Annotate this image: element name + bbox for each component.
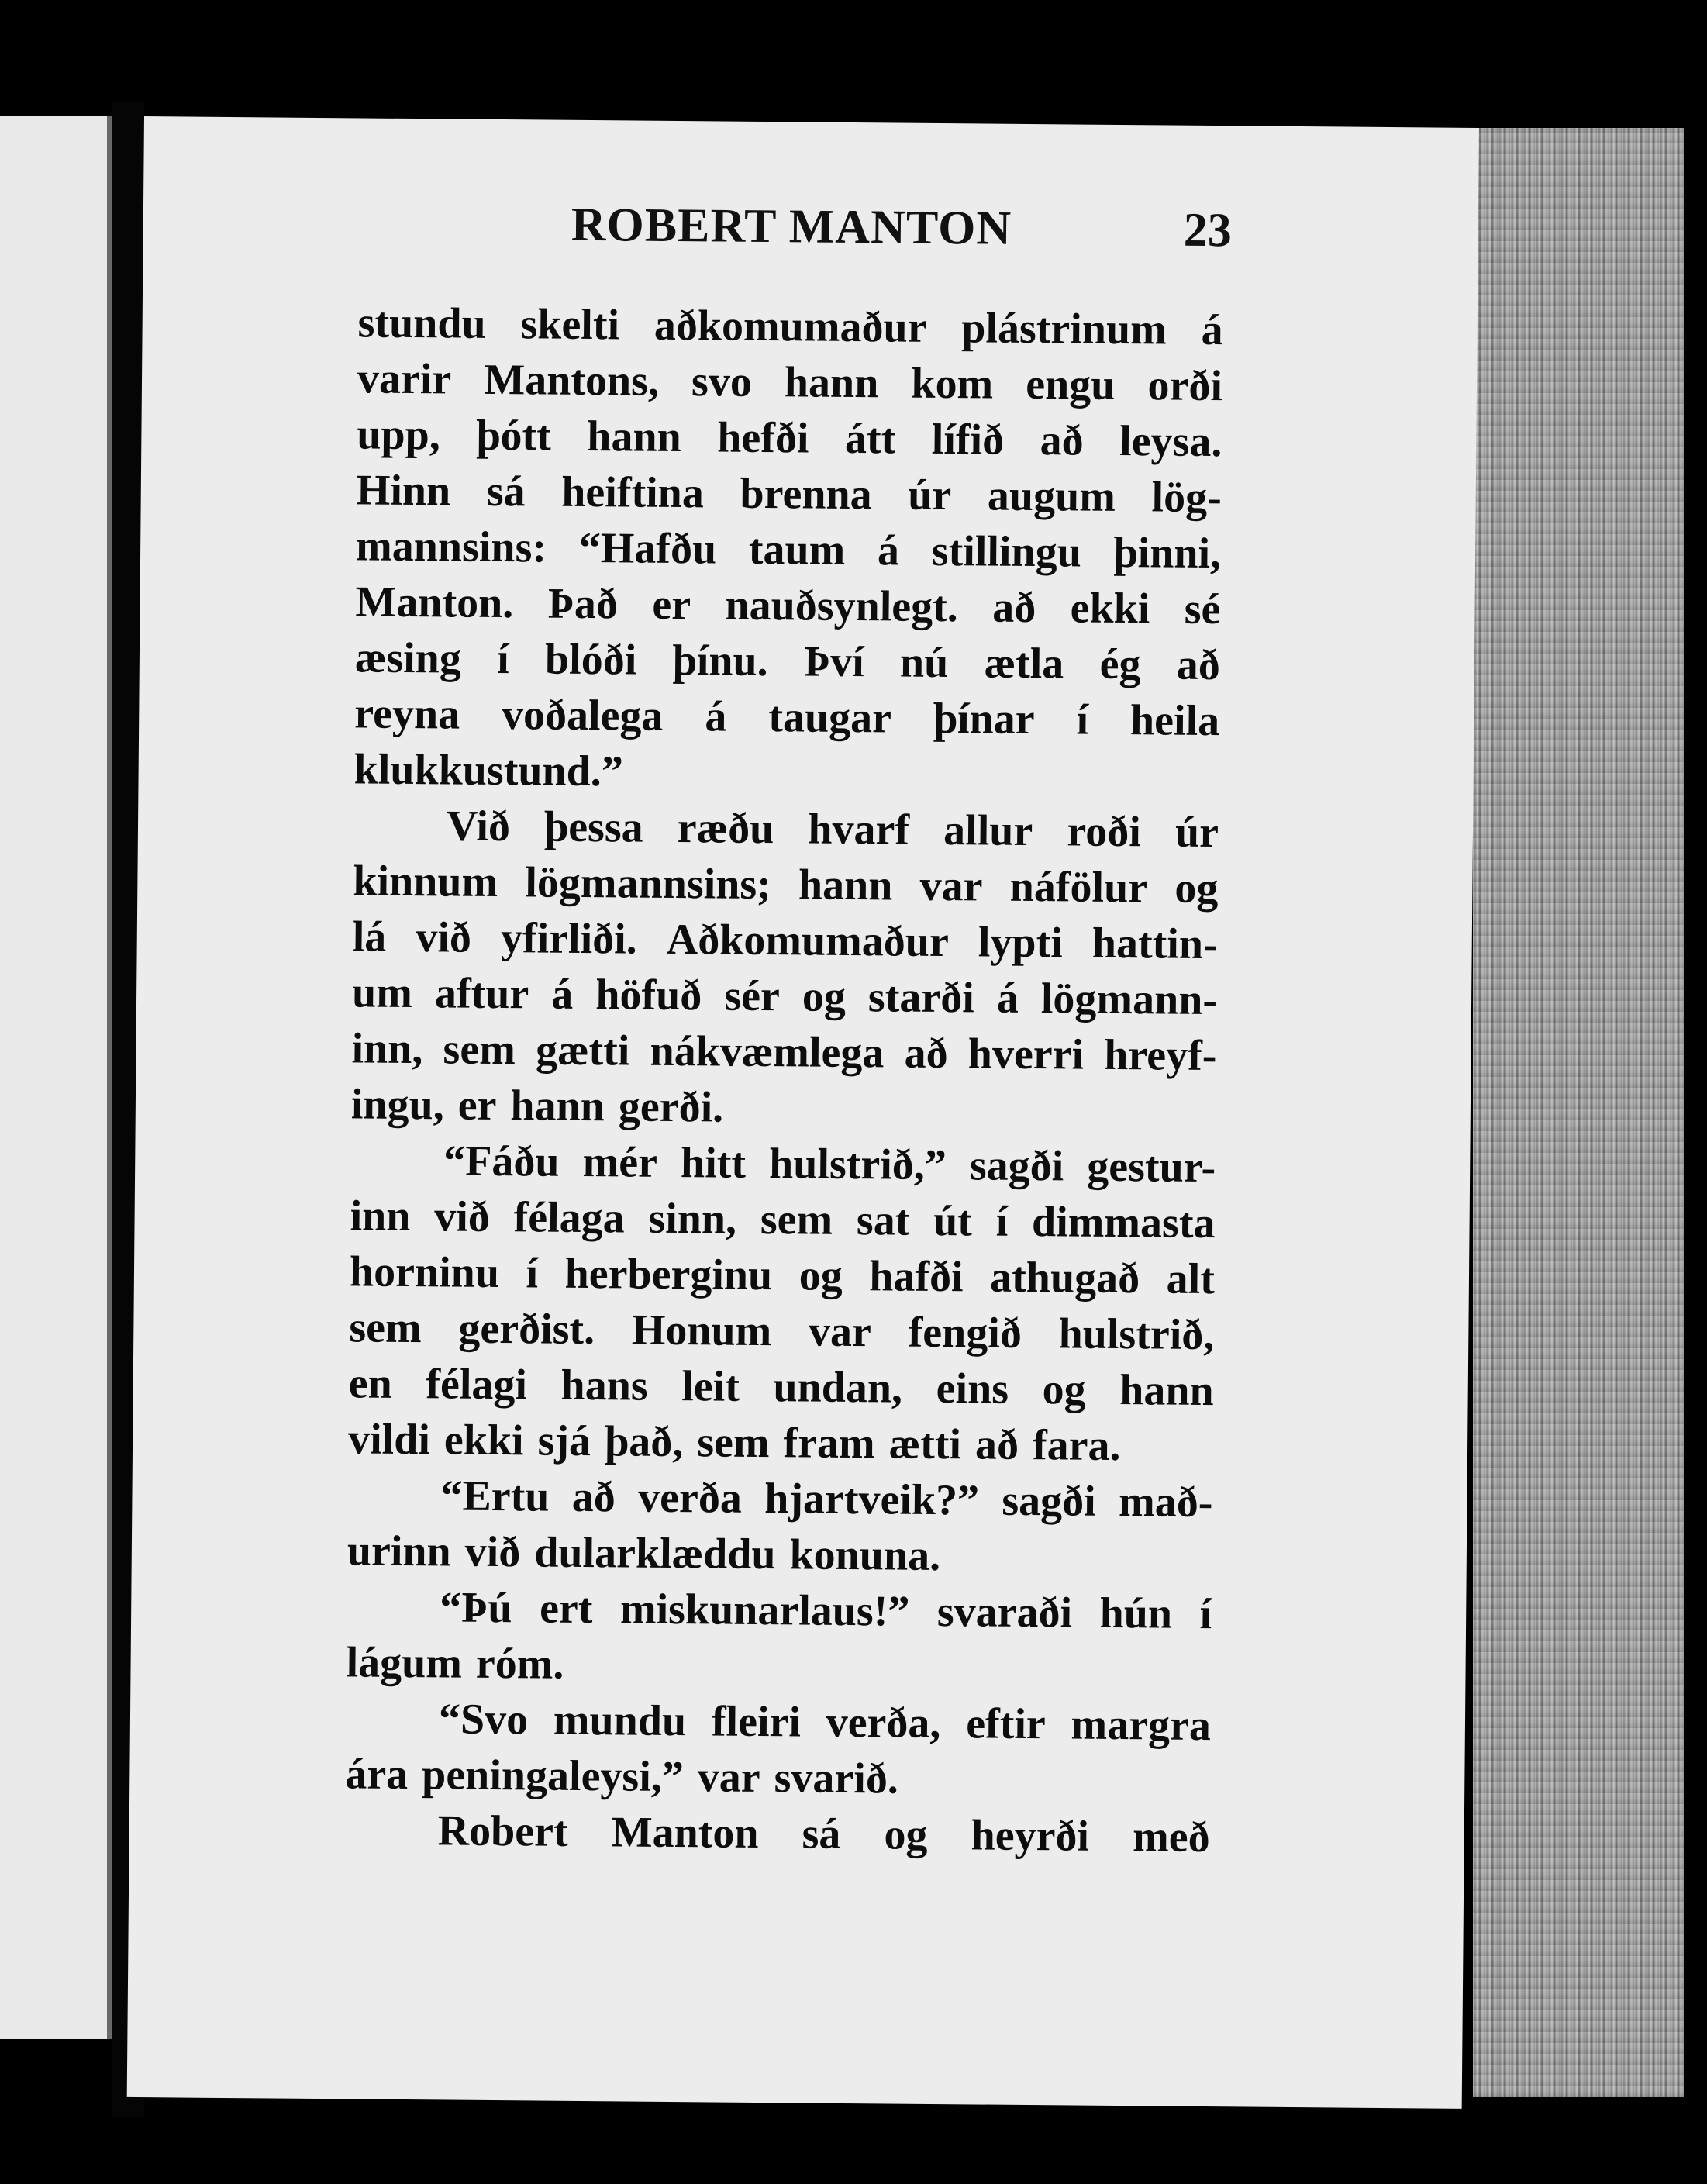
text-line: Robert Manton sá og heyrði með xyxy=(437,1806,1210,1862)
text-line: stundu skelti aðkomumaður plástrinum á xyxy=(357,298,1223,355)
text-line: inn við félaga sinn, sem sat út í dimmasta xyxy=(350,1192,1216,1248)
text-line: “Ertu að verða hjartveik?” sagði mað- xyxy=(440,1472,1213,1527)
text-line: ára peningaleysi,” var svarið. xyxy=(345,1750,899,1803)
text-line: vildi ekki sjá það, sem fram ætti að fara. xyxy=(347,1415,1121,1471)
text-line: horninu í herberginu og hafði athugað alt xyxy=(349,1247,1216,1304)
book-page xyxy=(127,116,1479,2109)
text-line: reyna voðalega á taugar þínar í heila xyxy=(354,689,1220,746)
page-number: 23 xyxy=(1183,203,1233,257)
text-line: klukkustund.” xyxy=(353,745,624,796)
text-line: ingu, er hann gerði. xyxy=(350,1080,724,1132)
text-line: sem gerðist. Honum var fengið hulstrið, xyxy=(349,1303,1215,1360)
running-title: ROBERT MANTON xyxy=(571,198,1012,255)
text-line: um aftur á höfuð sér og starði á lögmann- xyxy=(351,968,1218,1025)
body-text xyxy=(344,295,1223,1865)
text-line: varir Mantons, svo hann kom engu orði xyxy=(357,354,1223,411)
text-line: æsing í blóði þínu. Því nú ætla ég að xyxy=(354,633,1221,690)
text-line: lágum róm. xyxy=(346,1638,564,1689)
page-header xyxy=(143,194,1478,267)
text-line: mannsins: “Hafðu taum á stillingu þinni, xyxy=(355,522,1222,578)
text-line: inn, sem gætti nákvæmlega að hverri hreyf- xyxy=(351,1024,1217,1081)
text-line: Hinn sá heiftina brenna úr augum lög- xyxy=(356,466,1222,523)
text-line: lá við yfirliði. Aðkomumaður lypti hattin- xyxy=(352,913,1218,969)
text-line: “Þú ert miskunarlaus!” svaraði hún í xyxy=(439,1583,1212,1639)
text-line: “Svo mundu fleiri verða, eftir margra xyxy=(438,1695,1212,1751)
page-block-edges xyxy=(1473,128,1684,2097)
text-line: urinn við dularklæddu konuna. xyxy=(347,1527,941,1581)
facing-page-edge xyxy=(0,116,112,2039)
text-line: Við þessa ræðu hvarf allur roði úr xyxy=(446,802,1219,857)
text-line: en félagi hans leit undan, eins og hann xyxy=(348,1359,1214,1416)
text-line: “Fáðu mér hitt hulstrið,” sagði gestur- xyxy=(443,1137,1216,1192)
text-line: kinnum lögmannsins; hann var náfölur og xyxy=(353,857,1219,913)
text-line: upp, þótt hann hefði átt lífið að leysa. xyxy=(357,410,1222,467)
text-line: Manton. Það er nauðsynlegt. að ekki sé xyxy=(355,578,1221,634)
